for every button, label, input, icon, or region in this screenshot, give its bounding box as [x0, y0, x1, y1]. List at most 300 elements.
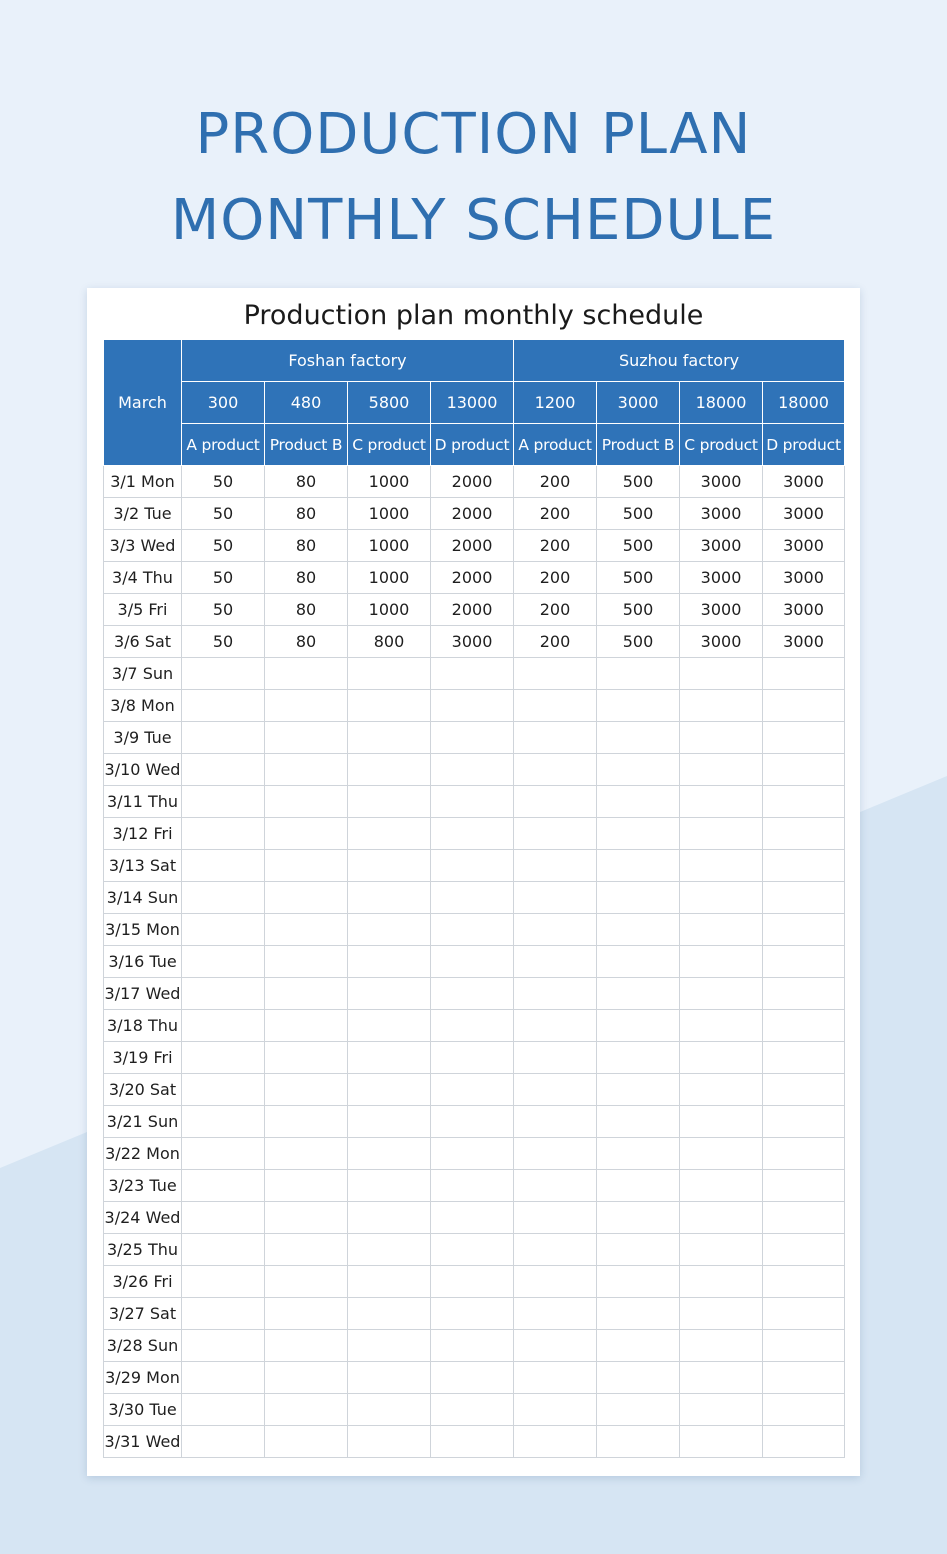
quantity-cell[interactable] [182, 914, 265, 946]
quantity-cell[interactable] [680, 1330, 763, 1362]
quantity-cell[interactable] [348, 754, 431, 786]
quantity-cell[interactable] [514, 722, 597, 754]
day-cell: 3/13 Sat [104, 850, 182, 882]
quantity-cell[interactable] [763, 690, 845, 722]
quantity-cell[interactable]: 3000 [763, 498, 845, 530]
table-row [104, 1298, 845, 1330]
quantity-cell[interactable] [431, 1362, 514, 1394]
quantity-cell[interactable]: 2000 [431, 562, 514, 594]
quantity-cell[interactable] [763, 1202, 845, 1234]
quantity-cell[interactable] [514, 1266, 597, 1298]
quantity-cell[interactable] [680, 1394, 763, 1426]
quantity-cell[interactable]: 50 [182, 498, 265, 530]
table-row [104, 594, 845, 626]
table-row [104, 1394, 845, 1426]
quantity-cell[interactable] [597, 1042, 680, 1074]
table-row [104, 690, 845, 722]
quantity-cell[interactable] [763, 946, 845, 978]
quantity-cell[interactable]: 500 [597, 530, 680, 562]
quantity-cell[interactable] [348, 690, 431, 722]
quantity-cell[interactable] [182, 1330, 265, 1362]
quantity-cell[interactable]: 200 [514, 466, 597, 498]
quantity-cell[interactable] [182, 1202, 265, 1234]
quantity-cell[interactable] [763, 978, 845, 1010]
quantity-cell[interactable] [680, 1170, 763, 1202]
quantity-cell[interactable] [680, 978, 763, 1010]
day-cell: 3/2 Tue [104, 498, 182, 530]
quantity-cell[interactable] [431, 850, 514, 882]
quantity-cell[interactable] [182, 1266, 265, 1298]
table-row [104, 1234, 845, 1266]
product-header: A product [514, 424, 597, 466]
table-row [104, 1042, 845, 1074]
quantity-cell[interactable]: 1000 [348, 594, 431, 626]
quantity-cell[interactable] [680, 690, 763, 722]
quantity-cell[interactable] [182, 1170, 265, 1202]
quantity-cell[interactable] [431, 978, 514, 1010]
quantity-cell[interactable] [348, 658, 431, 690]
quantity-cell[interactable] [680, 946, 763, 978]
quantity-cell[interactable] [597, 1362, 680, 1394]
quantity-cell[interactable] [265, 850, 348, 882]
quantity-cell[interactable]: 2000 [431, 594, 514, 626]
quantity-cell[interactable] [265, 1362, 348, 1394]
quantity-cell[interactable] [182, 1298, 265, 1330]
quantity-cell[interactable] [182, 690, 265, 722]
quantity-cell[interactable] [597, 1330, 680, 1362]
quantity-cell[interactable] [348, 1330, 431, 1362]
quantity-cell[interactable] [182, 658, 265, 690]
quantity-cell[interactable] [431, 1010, 514, 1042]
quantity-cell[interactable] [182, 1394, 265, 1426]
day-cell: 3/26 Fri [104, 1266, 182, 1298]
quantity-cell[interactable]: 3000 [680, 498, 763, 530]
quantity-cell[interactable] [431, 1234, 514, 1266]
quantity-cell[interactable] [680, 1202, 763, 1234]
quantity-cell[interactable]: 500 [597, 594, 680, 626]
quantity-cell[interactable] [514, 1426, 597, 1458]
quantity-cell[interactable] [265, 1426, 348, 1458]
quantity-cell[interactable] [763, 1074, 845, 1106]
quantity-cell[interactable] [514, 1234, 597, 1266]
quantity-cell[interactable] [514, 1042, 597, 1074]
quantity-cell[interactable] [265, 1042, 348, 1074]
quantity-cell[interactable]: 50 [182, 466, 265, 498]
table-row [104, 626, 845, 658]
quantity-cell[interactable] [348, 1010, 431, 1042]
quantity-cell[interactable]: 3000 [680, 530, 763, 562]
quantity-cell[interactable] [348, 1042, 431, 1074]
quantity-cell[interactable] [514, 754, 597, 786]
quantity-cell[interactable] [597, 850, 680, 882]
quantity-cell[interactable] [514, 850, 597, 882]
quantity-cell[interactable]: 500 [597, 626, 680, 658]
quantity-cell[interactable] [763, 754, 845, 786]
target-header: 480 [265, 382, 348, 424]
quantity-cell[interactable] [597, 1202, 680, 1234]
target-header: 18000 [680, 382, 763, 424]
quantity-cell[interactable] [514, 1298, 597, 1330]
quantity-cell[interactable] [514, 786, 597, 818]
quantity-cell[interactable] [514, 1170, 597, 1202]
quantity-cell[interactable]: 2000 [431, 466, 514, 498]
quantity-cell[interactable]: 80 [265, 466, 348, 498]
quantity-cell[interactable]: 3000 [763, 626, 845, 658]
quantity-cell[interactable]: 1000 [348, 562, 431, 594]
quantity-cell[interactable]: 200 [514, 498, 597, 530]
quantity-cell[interactable] [265, 946, 348, 978]
quantity-cell[interactable] [265, 722, 348, 754]
quantity-cell[interactable] [182, 1074, 265, 1106]
quantity-cell[interactable] [680, 1074, 763, 1106]
quantity-cell[interactable] [265, 658, 348, 690]
quantity-cell[interactable] [182, 754, 265, 786]
day-cell: 3/11 Thu [104, 786, 182, 818]
quantity-cell[interactable] [265, 1394, 348, 1426]
quantity-cell[interactable] [265, 1170, 348, 1202]
quantity-cell[interactable] [431, 946, 514, 978]
quantity-cell[interactable] [265, 1010, 348, 1042]
quantity-cell[interactable] [763, 882, 845, 914]
quantity-cell[interactable] [265, 786, 348, 818]
quantity-cell[interactable] [514, 1010, 597, 1042]
target-header: 1200 [514, 382, 597, 424]
quantity-cell[interactable] [680, 1138, 763, 1170]
quantity-cell[interactable] [348, 786, 431, 818]
quantity-cell[interactable] [597, 1106, 680, 1138]
page-headline [0, 92, 947, 264]
quantity-cell[interactable] [514, 1074, 597, 1106]
quantity-cell[interactable] [514, 1330, 597, 1362]
quantity-cell[interactable] [597, 1170, 680, 1202]
quantity-cell[interactable] [597, 978, 680, 1010]
quantity-cell[interactable] [597, 946, 680, 978]
quantity-cell[interactable] [763, 1426, 845, 1458]
quantity-cell[interactable] [182, 1010, 265, 1042]
quantity-cell[interactable] [597, 1010, 680, 1042]
quantity-cell[interactable] [763, 1298, 845, 1330]
quantity-cell[interactable] [597, 818, 680, 850]
day-cell: 3/15 Mon [104, 914, 182, 946]
quantity-cell[interactable] [597, 1234, 680, 1266]
factory-header-suzhou: Suzhou factory [514, 340, 845, 382]
quantity-cell[interactable] [431, 1266, 514, 1298]
quantity-cell[interactable] [597, 1138, 680, 1170]
target-header: 13000 [431, 382, 514, 424]
quantity-cell[interactable] [514, 1202, 597, 1234]
quantity-cell[interactable] [348, 978, 431, 1010]
quantity-cell[interactable] [763, 1042, 845, 1074]
quantity-cell[interactable] [431, 1426, 514, 1458]
quantity-cell[interactable] [763, 1234, 845, 1266]
quantity-cell[interactable] [431, 1106, 514, 1138]
quantity-cell[interactable]: 500 [597, 498, 680, 530]
quantity-cell[interactable] [182, 1426, 265, 1458]
quantity-cell[interactable]: 200 [514, 626, 597, 658]
day-cell: 3/8 Mon [104, 690, 182, 722]
quantity-cell[interactable] [597, 690, 680, 722]
quantity-cell[interactable] [182, 1362, 265, 1394]
quantity-cell[interactable] [514, 818, 597, 850]
quantity-cell[interactable]: 50 [182, 594, 265, 626]
quantity-cell[interactable] [680, 818, 763, 850]
quantity-cell[interactable] [348, 1298, 431, 1330]
quantity-cell[interactable] [680, 850, 763, 882]
quantity-cell[interactable] [431, 882, 514, 914]
quantity-cell[interactable] [265, 1074, 348, 1106]
quantity-cell[interactable] [514, 1106, 597, 1138]
quantity-cell[interactable] [680, 1042, 763, 1074]
quantity-cell[interactable] [431, 914, 514, 946]
quantity-cell[interactable] [265, 690, 348, 722]
month-header: March [104, 340, 182, 466]
quantity-cell[interactable] [763, 1138, 845, 1170]
quantity-cell[interactable] [348, 1170, 431, 1202]
headline-line-1: PRODUCTION PLAN [195, 102, 752, 167]
quantity-cell[interactable] [680, 658, 763, 690]
quantity-cell[interactable] [514, 978, 597, 1010]
quantity-cell[interactable] [431, 1394, 514, 1426]
quantity-cell[interactable] [763, 914, 845, 946]
quantity-cell[interactable] [514, 658, 597, 690]
quantity-cell[interactable] [680, 1362, 763, 1394]
quantity-cell[interactable] [680, 1010, 763, 1042]
quantity-cell[interactable] [763, 1394, 845, 1426]
product-header: Product B [597, 424, 680, 466]
quantity-cell[interactable] [680, 1234, 763, 1266]
quantity-cell[interactable] [348, 1202, 431, 1234]
quantity-cell[interactable]: 3000 [680, 626, 763, 658]
quantity-cell[interactable] [680, 1426, 763, 1458]
quantity-cell[interactable]: 80 [265, 530, 348, 562]
quantity-cell[interactable] [597, 722, 680, 754]
quantity-cell[interactable] [431, 1330, 514, 1362]
quantity-cell[interactable]: 200 [514, 594, 597, 626]
day-cell: 3/20 Sat [104, 1074, 182, 1106]
quantity-cell[interactable]: 1000 [348, 466, 431, 498]
quantity-cell[interactable] [348, 946, 431, 978]
product-header: D product [763, 424, 845, 466]
quantity-cell[interactable] [597, 914, 680, 946]
quantity-cell[interactable] [265, 754, 348, 786]
day-cell: 3/24 Wed [104, 1202, 182, 1234]
quantity-cell[interactable]: 80 [265, 626, 348, 658]
quantity-cell[interactable]: 1000 [348, 498, 431, 530]
quantity-cell[interactable] [597, 1074, 680, 1106]
quantity-cell[interactable] [431, 1298, 514, 1330]
quantity-cell[interactable] [182, 786, 265, 818]
quantity-cell[interactable] [597, 882, 680, 914]
quantity-cell[interactable] [514, 1362, 597, 1394]
quantity-cell[interactable] [431, 1074, 514, 1106]
quantity-cell[interactable] [680, 754, 763, 786]
day-cell: 3/4 Thu [104, 562, 182, 594]
day-cell: 3/25 Thu [104, 1234, 182, 1266]
quantity-cell[interactable] [763, 1330, 845, 1362]
quantity-cell[interactable] [348, 1106, 431, 1138]
table-row [104, 1202, 845, 1234]
day-cell: 3/21 Sun [104, 1106, 182, 1138]
schedule-sheet [87, 288, 860, 1476]
target-header: 5800 [348, 382, 431, 424]
quantity-cell[interactable] [680, 882, 763, 914]
quantity-cell[interactable] [182, 1234, 265, 1266]
quantity-cell[interactable] [348, 1138, 431, 1170]
day-cell: 3/6 Sat [104, 626, 182, 658]
schedule-table-body [104, 466, 845, 1458]
quantity-cell[interactable] [763, 1266, 845, 1298]
quantity-cell[interactable] [597, 1298, 680, 1330]
quantity-cell[interactable]: 80 [265, 498, 348, 530]
quantity-cell[interactable] [514, 690, 597, 722]
quantity-cell[interactable] [348, 914, 431, 946]
quantity-cell[interactable] [597, 754, 680, 786]
quantity-cell[interactable] [763, 1106, 845, 1138]
quantity-cell[interactable] [348, 1394, 431, 1426]
quantity-cell[interactable] [763, 722, 845, 754]
quantity-cell[interactable] [265, 1138, 348, 1170]
quantity-cell[interactable] [597, 1394, 680, 1426]
quantity-cell[interactable] [265, 1234, 348, 1266]
quantity-cell[interactable] [182, 1106, 265, 1138]
quantity-cell[interactable] [348, 1074, 431, 1106]
quantity-cell[interactable]: 2000 [431, 530, 514, 562]
quantity-cell[interactable] [514, 914, 597, 946]
quantity-cell[interactable] [763, 786, 845, 818]
quantity-cell[interactable] [680, 1298, 763, 1330]
table-row [104, 946, 845, 978]
quantity-cell[interactable] [182, 978, 265, 1010]
table-row [104, 658, 845, 690]
quantity-cell[interactable] [265, 1266, 348, 1298]
quantity-cell[interactable]: 3000 [680, 466, 763, 498]
quantity-cell[interactable] [763, 1170, 845, 1202]
quantity-cell[interactable]: 1000 [348, 530, 431, 562]
product-header: D product [431, 424, 514, 466]
quantity-cell[interactable] [348, 1426, 431, 1458]
quantity-cell[interactable] [265, 818, 348, 850]
table-row [104, 754, 845, 786]
table-row [104, 882, 845, 914]
quantity-cell[interactable] [680, 722, 763, 754]
quantity-cell[interactable] [763, 658, 845, 690]
quantity-cell[interactable] [431, 658, 514, 690]
table-row [104, 530, 845, 562]
quantity-cell[interactable] [182, 882, 265, 914]
quantity-cell[interactable]: 800 [348, 626, 431, 658]
quantity-cell[interactable] [348, 882, 431, 914]
quantity-cell[interactable] [265, 914, 348, 946]
quantity-cell[interactable] [182, 850, 265, 882]
table-row [104, 1330, 845, 1362]
table-row [104, 914, 845, 946]
quantity-cell[interactable]: 200 [514, 562, 597, 594]
quantity-cell[interactable] [431, 1202, 514, 1234]
quantity-cell[interactable] [514, 946, 597, 978]
day-cell: 3/5 Fri [104, 594, 182, 626]
quantity-cell[interactable]: 3000 [431, 626, 514, 658]
quantity-cell[interactable] [265, 1106, 348, 1138]
quantity-cell[interactable] [265, 1330, 348, 1362]
quantity-cell[interactable]: 3000 [763, 530, 845, 562]
day-cell: 3/7 Sun [104, 658, 182, 690]
quantity-cell[interactable] [431, 1138, 514, 1170]
quantity-cell[interactable]: 80 [265, 562, 348, 594]
quantity-cell[interactable] [265, 978, 348, 1010]
quantity-cell[interactable]: 3000 [680, 594, 763, 626]
target-header: 18000 [763, 382, 845, 424]
quantity-cell[interactable] [680, 786, 763, 818]
quantity-cell[interactable] [182, 1042, 265, 1074]
quantity-cell[interactable] [597, 1266, 680, 1298]
quantity-cell[interactable]: 3000 [763, 466, 845, 498]
quantity-cell[interactable] [431, 1170, 514, 1202]
quantity-cell[interactable] [348, 1234, 431, 1266]
quantity-cell[interactable] [680, 1106, 763, 1138]
day-cell: 3/10 Wed [104, 754, 182, 786]
quantity-cell[interactable]: 200 [514, 530, 597, 562]
quantity-cell[interactable] [431, 690, 514, 722]
quantity-cell[interactable] [431, 754, 514, 786]
day-cell: 3/16 Tue [104, 946, 182, 978]
day-cell: 3/31 Wed [104, 1426, 182, 1458]
day-cell: 3/29 Mon [104, 1362, 182, 1394]
quantity-cell[interactable]: 3000 [763, 594, 845, 626]
quantity-cell[interactable] [597, 658, 680, 690]
day-cell: 3/12 Fri [104, 818, 182, 850]
quantity-cell[interactable]: 50 [182, 562, 265, 594]
quantity-cell[interactable] [680, 914, 763, 946]
quantity-cell[interactable] [431, 786, 514, 818]
quantity-cell[interactable] [514, 1394, 597, 1426]
quantity-cell[interactable]: 50 [182, 626, 265, 658]
quantity-cell[interactable] [348, 1362, 431, 1394]
quantity-cell[interactable] [514, 1138, 597, 1170]
quantity-cell[interactable] [182, 722, 265, 754]
quantity-cell[interactable] [763, 850, 845, 882]
quantity-cell[interactable]: 50 [182, 530, 265, 562]
quantity-cell[interactable]: 2000 [431, 498, 514, 530]
quantity-cell[interactable] [597, 786, 680, 818]
quantity-cell[interactable]: 500 [597, 562, 680, 594]
quantity-cell[interactable] [680, 1266, 763, 1298]
quantity-cell[interactable] [348, 722, 431, 754]
quantity-cell[interactable] [265, 1202, 348, 1234]
quantity-cell[interactable] [265, 882, 348, 914]
quantity-cell[interactable] [431, 818, 514, 850]
product-header: C product [348, 424, 431, 466]
quantity-cell[interactable] [597, 1426, 680, 1458]
quantity-cell[interactable] [348, 1266, 431, 1298]
quantity-cell[interactable]: 500 [597, 466, 680, 498]
quantity-cell[interactable] [348, 818, 431, 850]
quantity-cell[interactable] [265, 1298, 348, 1330]
quantity-cell[interactable] [514, 882, 597, 914]
product-header: Product B [265, 424, 348, 466]
quantity-cell[interactable] [182, 818, 265, 850]
quantity-cell[interactable]: 3000 [763, 562, 845, 594]
quantity-cell[interactable] [182, 1138, 265, 1170]
quantity-cell[interactable] [431, 722, 514, 754]
quantity-cell[interactable]: 3000 [680, 562, 763, 594]
quantity-cell[interactable] [763, 818, 845, 850]
quantity-cell[interactable] [182, 946, 265, 978]
quantity-cell[interactable] [763, 1010, 845, 1042]
quantity-cell[interactable] [763, 1362, 845, 1394]
quantity-cell[interactable] [431, 1042, 514, 1074]
quantity-cell[interactable]: 80 [265, 594, 348, 626]
quantity-cell[interactable] [348, 850, 431, 882]
